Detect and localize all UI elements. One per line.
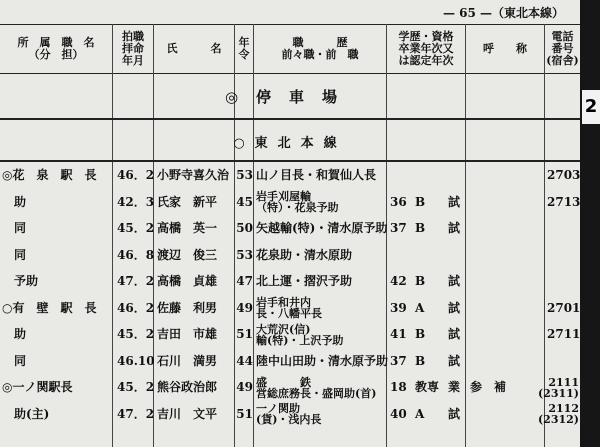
table-row [0, 164, 580, 187]
row-edu-type: 業 [448, 380, 461, 394]
row-title [470, 323, 542, 346]
row-edu-year: 42 [390, 274, 407, 288]
line-rule [0, 160, 580, 162]
row-year: 45．2 [117, 221, 155, 235]
row-year: 45．2 [117, 380, 155, 394]
row-phone [547, 217, 579, 240]
header-appointed: 拍職 拝命 年月 [122, 30, 144, 67]
row-title [470, 270, 542, 293]
row-age: 51 [236, 406, 253, 421]
row-phone [547, 350, 579, 373]
header-name: 氏 名 [166, 42, 222, 55]
row-post: ◎花 泉 駅 長 [2, 168, 97, 182]
row-phone: 2701 [547, 300, 581, 315]
row-edu-year: 18 [390, 380, 407, 394]
row-year: 47．2 [117, 274, 155, 288]
running-head: — 65 —（東北本線） [442, 6, 564, 20]
row-edu-type [448, 244, 464, 267]
row-edu-grade [415, 244, 443, 267]
row-post: 同 [2, 221, 27, 235]
row-name: 佐藤 利男 [157, 300, 218, 315]
row-edu-grade: A [415, 300, 425, 315]
row-age: 53 [236, 247, 253, 262]
row-year: 45．2 [117, 327, 155, 341]
row-age: 49 [236, 300, 253, 315]
row-edu-grade: B [415, 327, 426, 341]
table-row [0, 191, 580, 214]
header-post: 所 属 職 名 （分 担） [17, 36, 95, 61]
row-edu-year: 37 [390, 221, 407, 235]
row-title: 参 補 [470, 380, 507, 394]
table-row [0, 323, 580, 346]
row-edu-type: 試 [448, 353, 461, 368]
row-name: 高橋 貞雄 [157, 274, 218, 288]
row-edu-year: 36 [390, 194, 407, 209]
row-age: 51 [236, 327, 253, 341]
row-edu-grade: B [415, 353, 426, 368]
row-edu-year: 39 [390, 300, 407, 315]
row-career: 山ノ目長・和賀仙人長 [256, 168, 377, 182]
table-row [0, 350, 580, 373]
row-name: 小野寺喜久治 [157, 168, 230, 182]
row-career: 一ノ関助 (貨)・浅内長 [256, 402, 322, 426]
row-career: 大荒沢(信) 輸(特)・上沢予助 [256, 322, 344, 347]
table-header [0, 24, 580, 74]
table-row [0, 217, 580, 240]
row-edu-type: 試 [448, 300, 461, 315]
row-edu-type: 試 [448, 327, 461, 341]
row-edu-grade: B [415, 274, 426, 288]
row-post: 予助 [2, 274, 39, 288]
table-row [0, 270, 580, 293]
row-name: 高橋 英一 [157, 221, 218, 235]
row-title [470, 164, 542, 187]
row-name: 氏家 新平 [157, 194, 218, 209]
row-edu-year: 41 [390, 327, 407, 341]
row-edu-type: 試 [448, 406, 461, 421]
row-edu-grade: B [415, 194, 426, 209]
row-year: 46．2 [117, 300, 155, 315]
row-edu-type [448, 164, 464, 187]
row-post: 助 [2, 194, 27, 209]
row-post: 助(主) [2, 406, 50, 421]
row-year: 46．2 [117, 168, 155, 182]
row-career: 花泉助・清水原助 [256, 247, 353, 262]
row-edu-year [390, 164, 410, 187]
row-phone [547, 244, 579, 267]
line-heading: ○東北本線 [233, 136, 347, 151]
row-age: 50 [236, 221, 253, 235]
header-age: 年 令 [238, 36, 250, 61]
row-post: 助 [2, 327, 27, 341]
row-name: 熊谷政治郎 [157, 380, 218, 394]
row-phone [547, 270, 579, 293]
row-age: 49 [236, 380, 253, 394]
row-name: 渡辺 俊三 [157, 247, 218, 262]
row-career: 盛 鉄 営総庶務長・盛岡助(首) [256, 375, 377, 400]
table-row [0, 376, 580, 399]
row-edu-year: 40 [390, 406, 407, 421]
row-phone: 2703 [547, 168, 581, 182]
row-post: 同 [2, 353, 27, 368]
row-age: 53 [236, 168, 253, 182]
row-edu-grade: B [415, 221, 426, 235]
row-phone: 2111 (2311) [537, 375, 579, 400]
row-career: 北上運・摺沢予助 [256, 274, 353, 288]
row-age: 44 [236, 353, 253, 368]
table-row [0, 403, 580, 426]
row-post: ◎一ノ関駅長 [2, 380, 73, 394]
section-heading: ◎停車場 [224, 88, 356, 106]
table-row [0, 244, 580, 267]
table-row [0, 297, 580, 320]
row-edu-year: 37 [390, 353, 407, 368]
row-career: 岩手和井内 長・八幡平長 [256, 296, 322, 320]
row-career: 陸中山田助・清水原予助 [256, 353, 389, 368]
row-edu-type: 試 [448, 221, 461, 235]
row-career: 矢越輸(特)・清水原予助 [256, 221, 388, 235]
row-post: ○有 壁 駅 長 [2, 300, 97, 315]
page-edge [580, 0, 600, 447]
row-title [470, 297, 542, 320]
section-rule [0, 118, 580, 120]
row-edu-type: 試 [448, 194, 461, 209]
row-edu-grade: 教専 [415, 380, 440, 394]
row-year: 47．2 [117, 406, 155, 421]
row-career: 岩手刈屋輸 （特）・花泉予助 [256, 190, 339, 214]
row-title [470, 403, 542, 426]
row-age: 45 [236, 194, 253, 209]
row-edu-grade: A [415, 406, 425, 421]
row-year: 46.10 [117, 353, 155, 368]
row-name: 吉田 市雄 [157, 327, 218, 341]
row-title [470, 191, 542, 214]
header-phone: 電話 番号 (宿舎) [546, 30, 579, 67]
row-edu-grade [415, 164, 443, 187]
row-edu-type: 試 [448, 274, 461, 288]
row-age: 47 [236, 274, 253, 288]
row-post: 同 [2, 247, 27, 262]
row-name: 吉川 文平 [157, 406, 218, 421]
row-title [470, 244, 542, 267]
row-phone: 2711 [547, 327, 581, 341]
row-name: 石川 満男 [157, 353, 218, 368]
row-year: 46．8 [117, 247, 155, 262]
row-year: 42．3 [117, 194, 155, 209]
row-phone: 2713 [547, 194, 581, 209]
row-edu-year [390, 244, 410, 267]
header-education: 学歴・資格 卒業年次又 は認定年次 [398, 30, 454, 67]
header-career: 職 歴 前々職・前 職 [281, 36, 359, 61]
page-tab: 2 [582, 90, 600, 124]
header-title: 呼 称 [483, 42, 527, 55]
row-phone: 2112 (2312) [537, 402, 579, 426]
row-title [470, 350, 542, 373]
row-title [470, 217, 542, 240]
